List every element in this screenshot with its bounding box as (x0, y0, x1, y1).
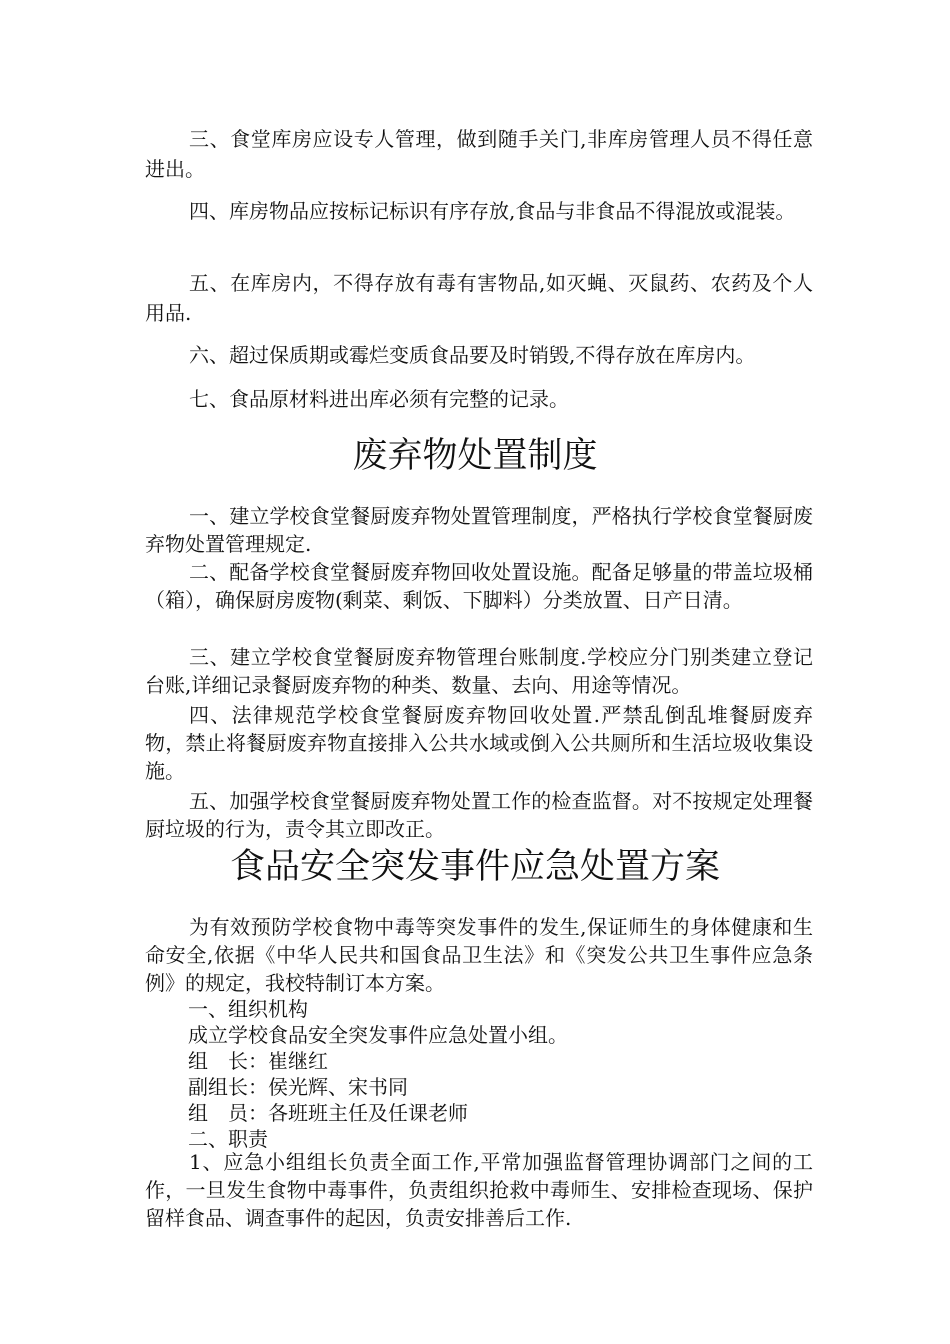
waste-rule-3: 三、建立学校食堂餐厨废弃物管理台账制度.学校应分门别类建立登记台账,详细记录餐厨废弃物的种类、数量、去向、用途等情况。 (145, 645, 813, 697)
emergency-plan-title: 食品安全突发事件应急处置方案 (229, 847, 720, 887)
waste-rule-2: 二、配备学校食堂餐厨废弃物回收处置设施。配备足够量的带盖垃圾桶（箱），确保厨房废物(剩菜、剩饭、下脚料）分类放置、日产日清。 (145, 560, 813, 612)
team-leader: 组 长：崔继红 (188, 1049, 328, 1073)
storage-rule-6: 六、超过保质期或霉烂变质食品要及时销毁,不得存放在库房内。 (189, 343, 756, 367)
storage-rule-7: 七、食品原材料进出库必须有完整的记录。 (189, 387, 569, 411)
duty-1: 1、应急小组组长负责全面工作,平常加强监督管理协调部门之间的工作，一旦发生食物中毒事件，负责组织抢救中毒师生、安排检查现场、保护留样食品、调查事件的起因，负责安排善后工作. (145, 1150, 813, 1230)
storage-rule-4: 四、库房物品应按标记标识有序存放,食品与非食品不得混放或混装。 (189, 199, 796, 223)
storage-rule-3: 三、食堂库房应设专人管理，做到随手关门,非库房管理人员不得任意进出。 (145, 127, 813, 181)
waste-rule-1: 一、建立学校食堂餐厨废弃物处置管理制度，严格执行学校食堂餐厨废弃物处置管理规定. (145, 504, 813, 556)
waste-disposal-title: 废弃物处置制度 (352, 436, 598, 476)
org-heading: 一、组织机构 (188, 997, 308, 1021)
emergency-intro: 为有效预防学校食物中毒等突发事件的发生,保证师生的身体健康和生命安全,依据《中华人民共和国食品卫生法》和《突发公共卫生事件应急条例》的规定，我校特制订本方案。 (145, 915, 813, 995)
org-text: 成立学校食品安全突发事件应急处置小组。 (188, 1023, 568, 1047)
waste-rule-4: 四、法律规范学校食堂餐厨废弃物回收处置.严禁乱倒乱堆餐厨废弃物，禁止将餐厨废弃物直接排入公共水域或倒入公共厕所和生活垃圾收集设施。 (145, 703, 813, 783)
team-members: 组 员：各班班主任及任课老师 (188, 1101, 468, 1125)
waste-rule-5: 五、加强学校食堂餐厨废弃物处置工作的检查监督。对不按规定处理餐厨垃圾的行为，责令其立即改正。 (145, 789, 813, 841)
duty-heading: 二、职责 (188, 1127, 268, 1151)
storage-rule-5: 五、在库房内，不得存放有毒有害物品,如灭蝇、灭鼠药、农药及个人用品. (145, 271, 813, 325)
vice-leader: 副组长：侯光辉、宋书同 (188, 1075, 408, 1099)
